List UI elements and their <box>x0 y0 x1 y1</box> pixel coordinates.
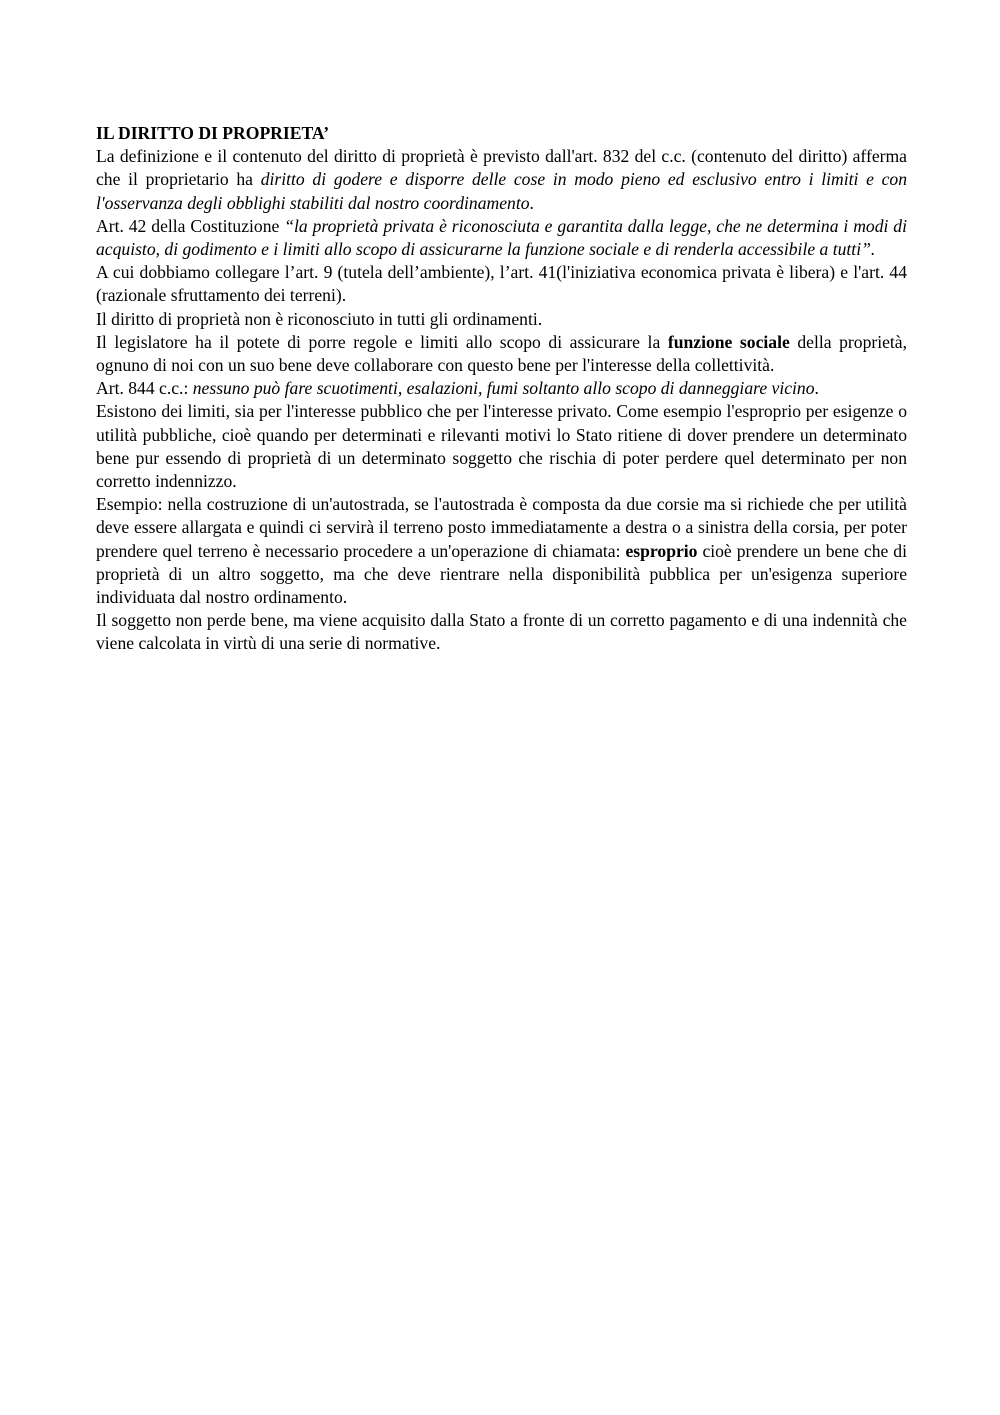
document-page <box>96 122 907 656</box>
bold-term: esproprio <box>625 540 698 561</box>
paragraph-art-42 <box>96 215 907 261</box>
paragraph-text: cioè prendere un bene che di proprietà di un altro soggetto, ma che deve rientrare nella disponibilità pubblica per un'esigenza superiore individuata dal nostro ordinamento. <box>96 540 907 608</box>
paragraph-funzione-sociale <box>96 331 907 377</box>
paragraph-indennita: Il soggetto non perde bene, ma viene acquisito dalla Stato a fronte di un corretto pagamento e di una indennità che viene calcolata in virtù di una serie di normative. <box>96 610 907 654</box>
quote-italic: nessuno può fare scuotimenti, esalazioni, fumi soltanto allo scopo di danneggiare vicino <box>192 378 815 399</box>
paragraph-text: Art. 844 c.c.: <box>96 378 193 399</box>
paragraph-art-844 <box>96 377 907 400</box>
paragraph-limiti: Esistono dei limiti, sia per l'interesse pubblico che per l'interesse privato. Come esempio l'esproprio per esigenze o utilità pubbliche, cioè quando per determinati e rilevanti motivi lo Stato ritiene di dover prendere un determinato bene pur essendo di proprietà di un determinato soggetto che rischia di poter perdere quel determinato per non corretto indennizzo. <box>96 401 907 492</box>
quote-italic: “la proprietà privata è riconosciuta e garantita dalla legge, che ne determina i modi di acquisto, di godimento e i limiti allo scopo di assicurarne la funzione sociale e di renderla accessibile a tutti”. <box>96 215 907 260</box>
paragraph-definizione <box>96 145 907 215</box>
paragraph-text: della proprietà, ognuno di noi con un suo bene deve collaborare con questo bene per l'interesse della collettività. <box>96 331 908 376</box>
paragraph-collegamenti: A cui dobbiamo collegare l’art. 9 (tutela dell’ambiente), l’art. 41(l'iniziativa economica privata è libera) e l'art. 44 (razionale sfruttamento dei terreni). <box>96 262 907 306</box>
paragraph-text: Esempio: nella costruzione di un'autostrada, se l'autostrada è composta da due corsie ma si richiede che per utilità deve essere allargata e quindi ci servirà il terreno posto immediatamente a destra o a sinistra della corsia, per poter prendere quel terreno è necessario procedere a un'operazione di chiamata: <box>96 494 907 561</box>
document-title: IL DIRITTO DI PROPRIETA’ <box>96 123 330 143</box>
paragraph-text: . <box>814 378 819 399</box>
paragraph-esempio <box>96 493 907 609</box>
bold-term: funzione sociale <box>667 331 790 352</box>
paragraph-text: Art. 42 della Costituzione <box>96 215 285 236</box>
paragraph-text: La definizione e il contenuto del diritto di proprietà è previsto dall'art. 832 del c.c. (contenuto del diritto) afferma che il proprietario ha <box>96 146 907 190</box>
quote-italic: diritto di godere e disporre delle cose in modo pieno ed esclusivo entro i limiti e con l'osservanza degli obblighi stabiliti dal nostro coordinamento <box>96 169 908 213</box>
paragraph-ordinamenti: Il diritto di proprietà non è riconosciuto in tutti gli ordinamenti. <box>96 308 543 329</box>
paragraph-text: Il legislatore ha il potete di porre regole e limiti allo scopo di assicurare la <box>96 331 668 352</box>
paragraph-text: . <box>529 192 534 213</box>
